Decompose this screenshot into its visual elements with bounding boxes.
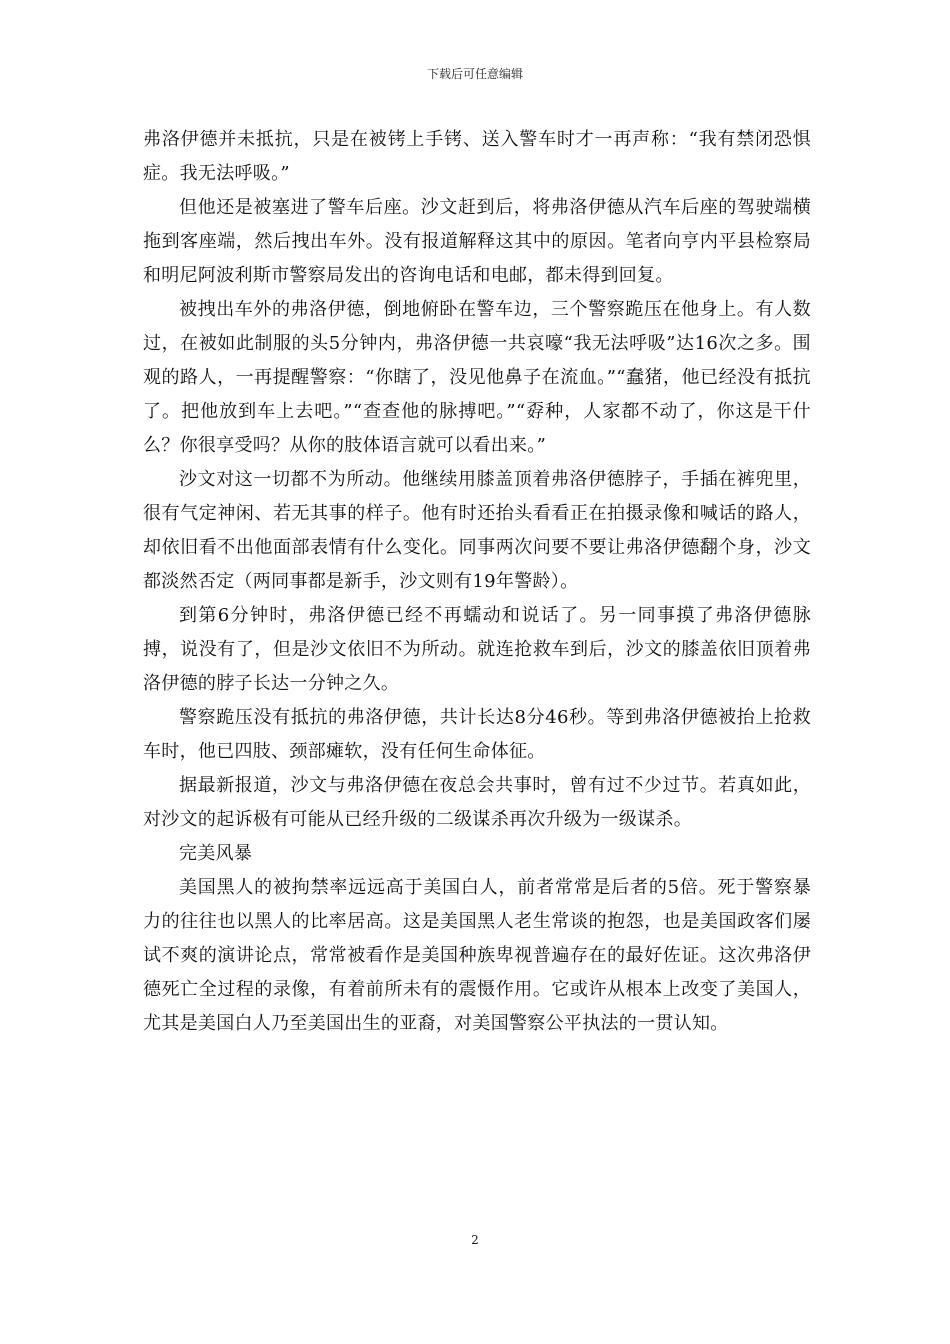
paragraph-2: 但他还是被塞进了警车后座。沙文赶到后，将弗洛伊德从汽车后座的驾驶端横拖到客座端，然后拽出车外。没有报道解释这其中的原因。笔者向亨内平县检察局和明尼阿波利斯市警察局发出的咨询电话和电邮，都未得到回复。 bbox=[143, 197, 811, 286]
section-heading: 完美风暴 bbox=[179, 843, 253, 864]
page-header: 下载后可任意编辑 bbox=[426, 67, 523, 81]
document-body bbox=[143, 123, 811, 1041]
paragraph-3: 被拽出车外的弗洛伊德，倒地俯卧在警车边，三个警察跪压在他身上。有人数过，在被如此制服的头5分钟内，弗洛伊德一共哀嚎“我无法呼吸”达16次之多。围观的路人，一再提醒警察：“你瞎了，没见他鼻子在流血。”“蠢猪，他已经没有抵抗了。把他放到车上去吧。”“查查他的脉搏吧。”“孬种，人家都不动了，你这是干什么？你很享受吗？从你的肢体语言就可以看出来。” bbox=[143, 299, 811, 456]
paragraph-6: 警察跪压没有抵抗的弗洛伊德，共计长达8分46秒。等到弗洛伊德被抬上抢救车时，他已四肢、颈部瘫软，没有任何生命体征。 bbox=[143, 707, 811, 762]
paragraph-1: 弗洛伊德并未抵抗，只是在被铐上手铐、送入警车时才一再声称：“我有禁闭恐惧症。我无法呼吸。” bbox=[143, 129, 811, 184]
paragraph-4: 沙文对这一切都不为所动。他继续用膝盖顶着弗洛伊德脖子，手插在裤兜里，很有气定神闲、若无其事的样子。他有时还抬头看看正在拍摄录像和喊话的路人，却依旧看不出他面部表情有什么变化。同事两次问要不要让弗洛伊德翻个身，沙文都淡然否定（两同事都是新手，沙文则有19年警龄）。 bbox=[143, 469, 811, 592]
page-number: 2 bbox=[471, 1233, 479, 1247]
paragraph-7: 据最新报道，沙文与弗洛伊德在夜总会共事时，曾有过不少过节。若真如此，对沙文的起诉极有可能从已经升级的二级谋杀再次升级为一级谋杀。 bbox=[143, 775, 811, 830]
paragraph-5: 到第6分钟时，弗洛伊德已经不再蠕动和说话了。另一同事摸了弗洛伊德脉搏，说没有了，但是沙文依旧不为所动。就连抢救车到后，沙文的膝盖依旧顶着弗洛伊德的脖子长达一分钟之久。 bbox=[143, 605, 811, 694]
paragraph-8: 美国黑人的被拘禁率远远高于美国白人，前者常常是后者的5倍。死于警察暴力的往往也以黑人的比率居高。这是美国黑人老生常谈的抱怨，也是美国政客们屡试不爽的演讲论点，常常被看作是美国种族卑视普遍存在的最好佐证。这次弗洛伊德死亡全过程的录像，有着前所未有的震慑作用。它或许从根本上改变了美国人，尤其是美国白人乃至美国出生的亚裔，对美国警察公平执法的一贯认知。 bbox=[143, 877, 811, 1034]
